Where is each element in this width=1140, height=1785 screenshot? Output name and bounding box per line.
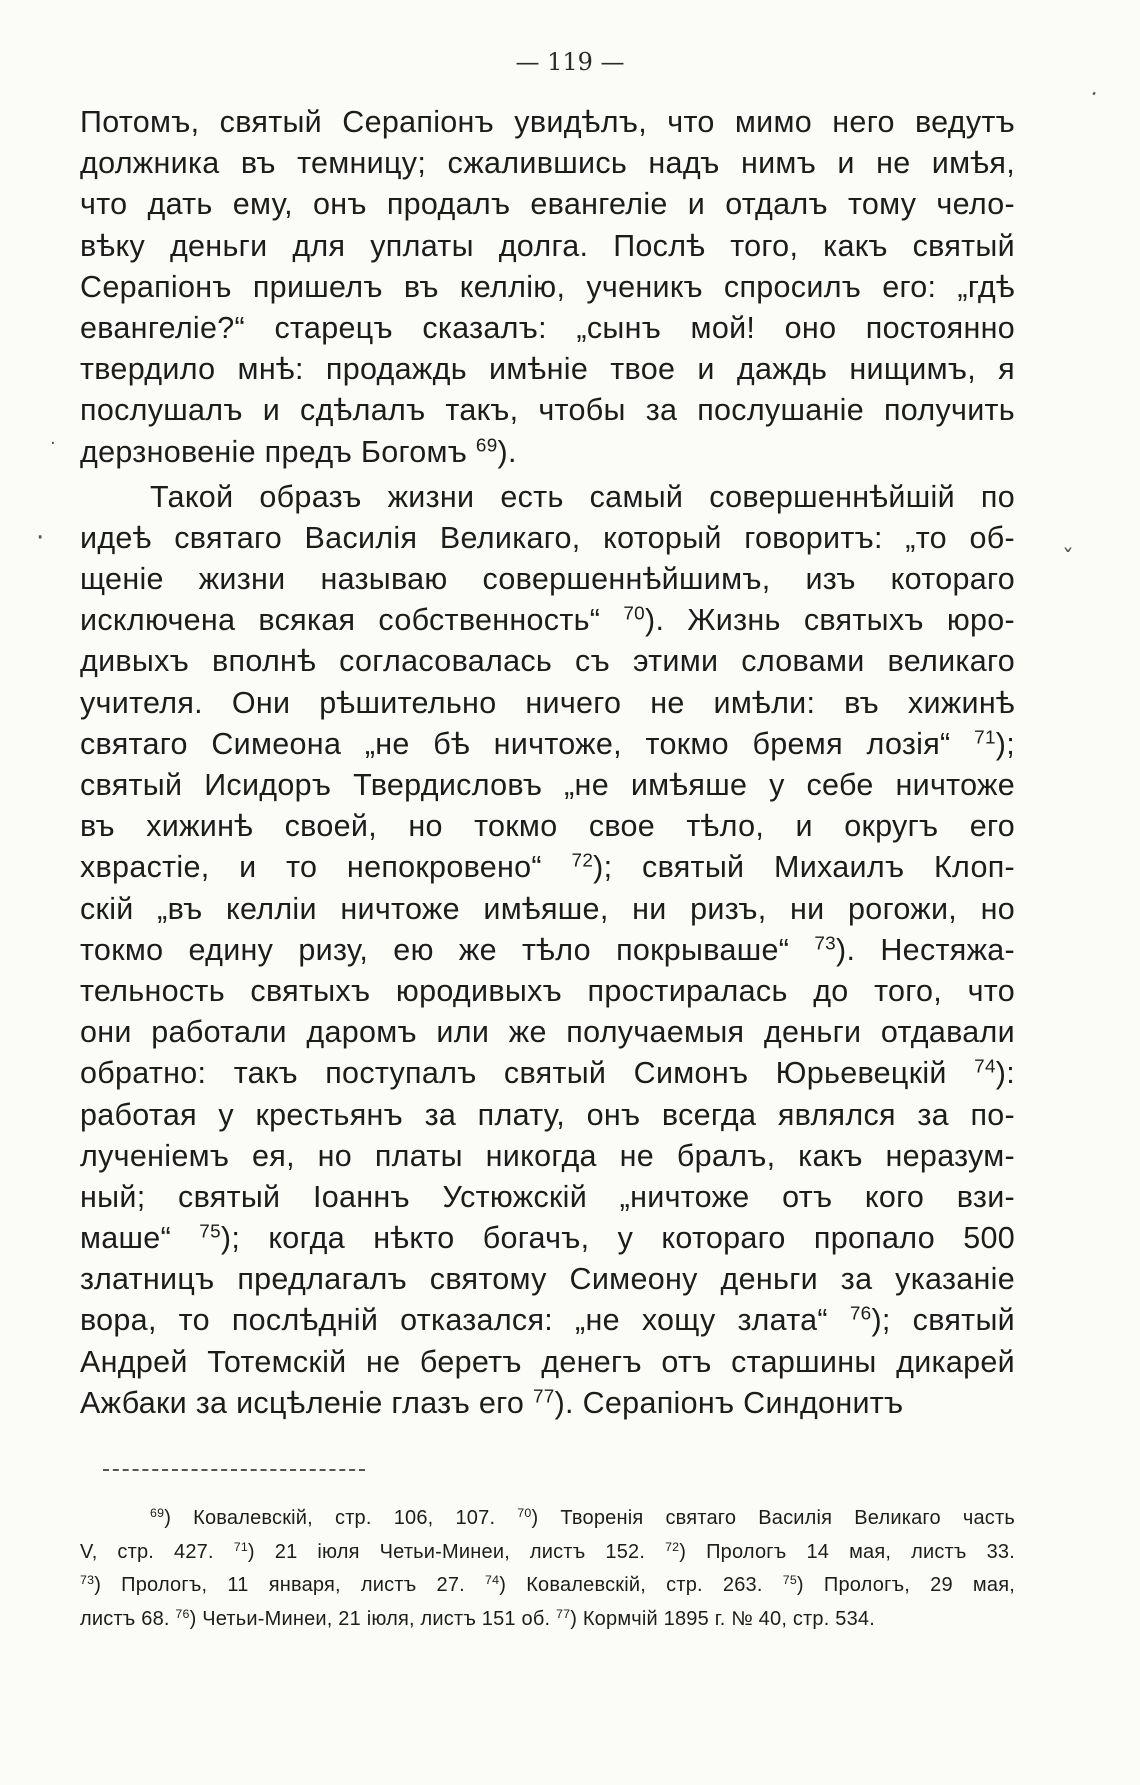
text-line-content: токмо едину ризу, ею же тѣло покрываше“ <box>80 932 790 967</box>
text-line-content: Ажбаки за исцѣленіе глазъ его <box>80 1385 525 1420</box>
text-line <box>80 184 1015 225</box>
text-line-content: что дать ему, онъ продалъ евангеліе и отдалъ тому чело- <box>80 187 1015 222</box>
scan-speck: · <box>1084 81 1103 108</box>
text-line <box>80 1012 1015 1053</box>
text-line <box>80 518 1015 559</box>
text-line <box>80 226 1015 267</box>
text-line-content: послушалъ и сдѣлалъ такъ, чтобы за послушаніе получить <box>80 393 1015 428</box>
main-text <box>80 102 1015 1424</box>
scan-speck: · <box>50 433 56 454</box>
text-line <box>80 1342 1015 1383</box>
text-line-tail: ). Нестяжа- <box>835 932 1015 967</box>
text-line-content: Серапіонъ пришелъ въ келлію, ученикъ спросилъ его: „гдѣ <box>80 269 1015 304</box>
footnote-line <box>80 1603 1015 1637</box>
text-line <box>80 847 1015 888</box>
text-line-content: учителя. Они рѣшительно ничего не имѣли: въ хижинѣ <box>80 685 1015 720</box>
text-line <box>80 1136 1015 1177</box>
footnote-number: 70 <box>517 1506 532 1521</box>
text-line-content: Андрей Тотемскій не беретъ денегъ отъ старшины дикарей <box>80 1344 1015 1379</box>
text-line <box>80 349 1015 390</box>
footnote-separator <box>103 1469 365 1471</box>
text-line-tail: ); святый <box>871 1303 1015 1338</box>
footnote-ref: 75 <box>199 1221 221 1243</box>
text-line-content: Потомъ, святый Серапіонъ увидѣлъ, что мимо него ведутъ <box>80 105 1015 139</box>
footnote-number: 71 <box>233 1539 248 1554</box>
text-line <box>80 641 1015 682</box>
text-line-content: работая у крестьянъ за плату, онъ всегда являлся за по- <box>80 1097 1015 1132</box>
text-line-content: златницъ предлагалъ святому Симеону деньги за указаніе <box>80 1262 1015 1297</box>
footnotes <box>80 1502 1015 1636</box>
text-line-content: хврастіе, и то непокровено“ <box>80 850 542 885</box>
text-line-content: твердило мнѣ: продаждь имѣніе твое и даждь нищимъ, я <box>80 352 1015 387</box>
text-line-content: обратно: такъ поступалъ святый Симонъ Юрьевецкій <box>80 1056 947 1091</box>
footnote-text: ) Прологъ 14 мая, листъ 33. <box>679 1540 1015 1563</box>
text-line-content: исключена всякая собственность“ <box>80 603 601 638</box>
text-line <box>80 559 1015 600</box>
footnote-text: ) Четьи-Минеи, 21 іюля, листъ 151 об. <box>189 1607 557 1630</box>
text-line <box>80 600 1015 641</box>
footnote-number: 74 <box>485 1573 500 1588</box>
text-line <box>80 477 1015 518</box>
text-line-content: они работали даромъ или же получаемыя деньги отдавали <box>80 1015 1015 1050</box>
page-number: — 119 — <box>515 48 625 76</box>
footnote-line <box>80 1502 1015 1536</box>
text-line-tail: ); <box>995 726 1015 761</box>
text-line-content: святый Исидоръ Твердисловъ „не имѣяше у себе ничтоже <box>80 768 1015 802</box>
text-line-content: щеніе жизни называю совершеннѣйшимъ, изъ котораго <box>80 562 1015 597</box>
text-line <box>80 1177 1015 1218</box>
text-line <box>80 432 1015 473</box>
text-line <box>80 889 1015 930</box>
text-line-content: дерзновеніе предъ Богомъ <box>80 434 468 469</box>
text-line <box>80 724 1015 765</box>
footnote-text: V, стр. 427. <box>80 1540 234 1563</box>
text-line-content: должника въ темницу; сжалившись надъ нимъ и не имѣя, <box>80 146 1015 181</box>
text-line <box>80 390 1015 431</box>
footnote-ref: 73 <box>814 933 836 955</box>
text-line-content: святаго Симеона „не бѣ ничтоже, токмо бремя лозія“ <box>80 726 951 761</box>
footnote-number: 77 <box>556 1606 571 1621</box>
text-line <box>80 1383 1015 1424</box>
text-line <box>80 930 1015 971</box>
footnote-ref: 70 <box>623 603 645 625</box>
text-line-content: евангеліе?“ старецъ сказалъ: „сынъ мой! оно постоянно <box>80 310 1015 345</box>
footnote-line <box>80 1536 1015 1570</box>
footnote-number: 73 <box>80 1573 95 1588</box>
text-line-content: ный; святый Іоаннъ Устюжскій „ничтоже отъ кого взи- <box>80 1179 1015 1214</box>
footnote-ref: 74 <box>974 1056 996 1078</box>
text-line-tail: ); когда нѣкто богачъ, у котораго пропало 500 <box>220 1221 1015 1256</box>
footnote-number: 75 <box>782 1573 797 1588</box>
text-line <box>80 1259 1015 1300</box>
text-line-tail: ). Серапіонъ Синдонитъ <box>554 1385 904 1420</box>
text-line-content: въ хижинѣ своей, но токмо свое тѣло, и округъ его <box>80 809 1015 844</box>
text-line-content: маше“ <box>80 1221 172 1256</box>
text-line <box>80 1095 1015 1136</box>
footnote-number: 76 <box>175 1606 190 1621</box>
text-line <box>80 683 1015 724</box>
text-line-tail: ): <box>995 1056 1015 1091</box>
text-line <box>80 1300 1015 1341</box>
text-line <box>80 143 1015 184</box>
footnote-text: ) Кормчій 1895 г. № 40, стр. 534. <box>570 1607 875 1630</box>
text-line-content: вора, то послѣдній отказался: „не хощу злата“ <box>80 1303 828 1338</box>
text-line-content: скій „въ келліи ничтоже имѣяше, ни ризъ, ни рогожи, но <box>80 891 1015 926</box>
text-line <box>80 806 1015 847</box>
text-line-content: тельность святыхъ юродивыхъ простиралась до того, что <box>80 973 1015 1008</box>
footnote-number: 72 <box>665 1539 680 1554</box>
scan-speck: ˇ <box>1062 545 1074 573</box>
text-line-tail: ). Жизнь святыхъ юро- <box>645 603 1015 638</box>
text-line <box>80 267 1015 308</box>
text-line-content: дивыхъ вполнѣ согласовалась съ этими словами великаго <box>80 644 1015 679</box>
footnote-text: ) Прологъ, 29 мая, <box>796 1574 1015 1596</box>
footnote-ref: 72 <box>571 850 594 872</box>
text-line-content: лученіемъ ея, но платы никогда не бралъ, какъ неразум- <box>80 1138 1015 1173</box>
text-line <box>80 308 1015 349</box>
footnote-ref: 69 <box>475 435 498 457</box>
footnote-text: ) Ковалевскій, стр. 263. <box>499 1574 783 1596</box>
footnote-ref: 76 <box>849 1304 872 1326</box>
footnote-text: листъ 68. <box>80 1607 176 1630</box>
text-line-content: идеѣ святаго Василія Великаго, который говоритъ: „то об- <box>80 520 1015 555</box>
footnote-ref: 77 <box>532 1386 555 1408</box>
scan-speck: · <box>36 523 45 553</box>
text-line <box>80 1053 1015 1094</box>
footnote-text: ) Творенія святаго Василія Великаго часть <box>531 1507 1015 1529</box>
footnote-text: ) 21 іюля Четьи-Минеи, листъ 152. <box>247 1540 666 1563</box>
footnote-text: ) Прологъ, 11 января, листъ 27. <box>94 1574 486 1596</box>
text-line-content: Такой образъ жизни есть самый совершеннѣйшій по <box>150 479 1015 514</box>
text-line-tail: ); святый Михаилъ Клоп- <box>593 850 1015 885</box>
text-line-tail: ). <box>497 434 517 469</box>
text-line <box>80 102 1015 143</box>
text-line-content: вѣку деньги для уплаты долга. Послѣ того, какъ святый <box>80 228 1015 263</box>
text-line <box>80 1218 1015 1259</box>
text-line <box>80 765 1015 806</box>
text-line <box>80 971 1015 1012</box>
footnote-line <box>80 1569 1015 1603</box>
footnote-number: 69 <box>150 1506 165 1521</box>
footnote-text: ) Ковалевскій, стр. 106, 107. <box>164 1507 518 1529</box>
footnote-ref: 71 <box>974 727 996 749</box>
